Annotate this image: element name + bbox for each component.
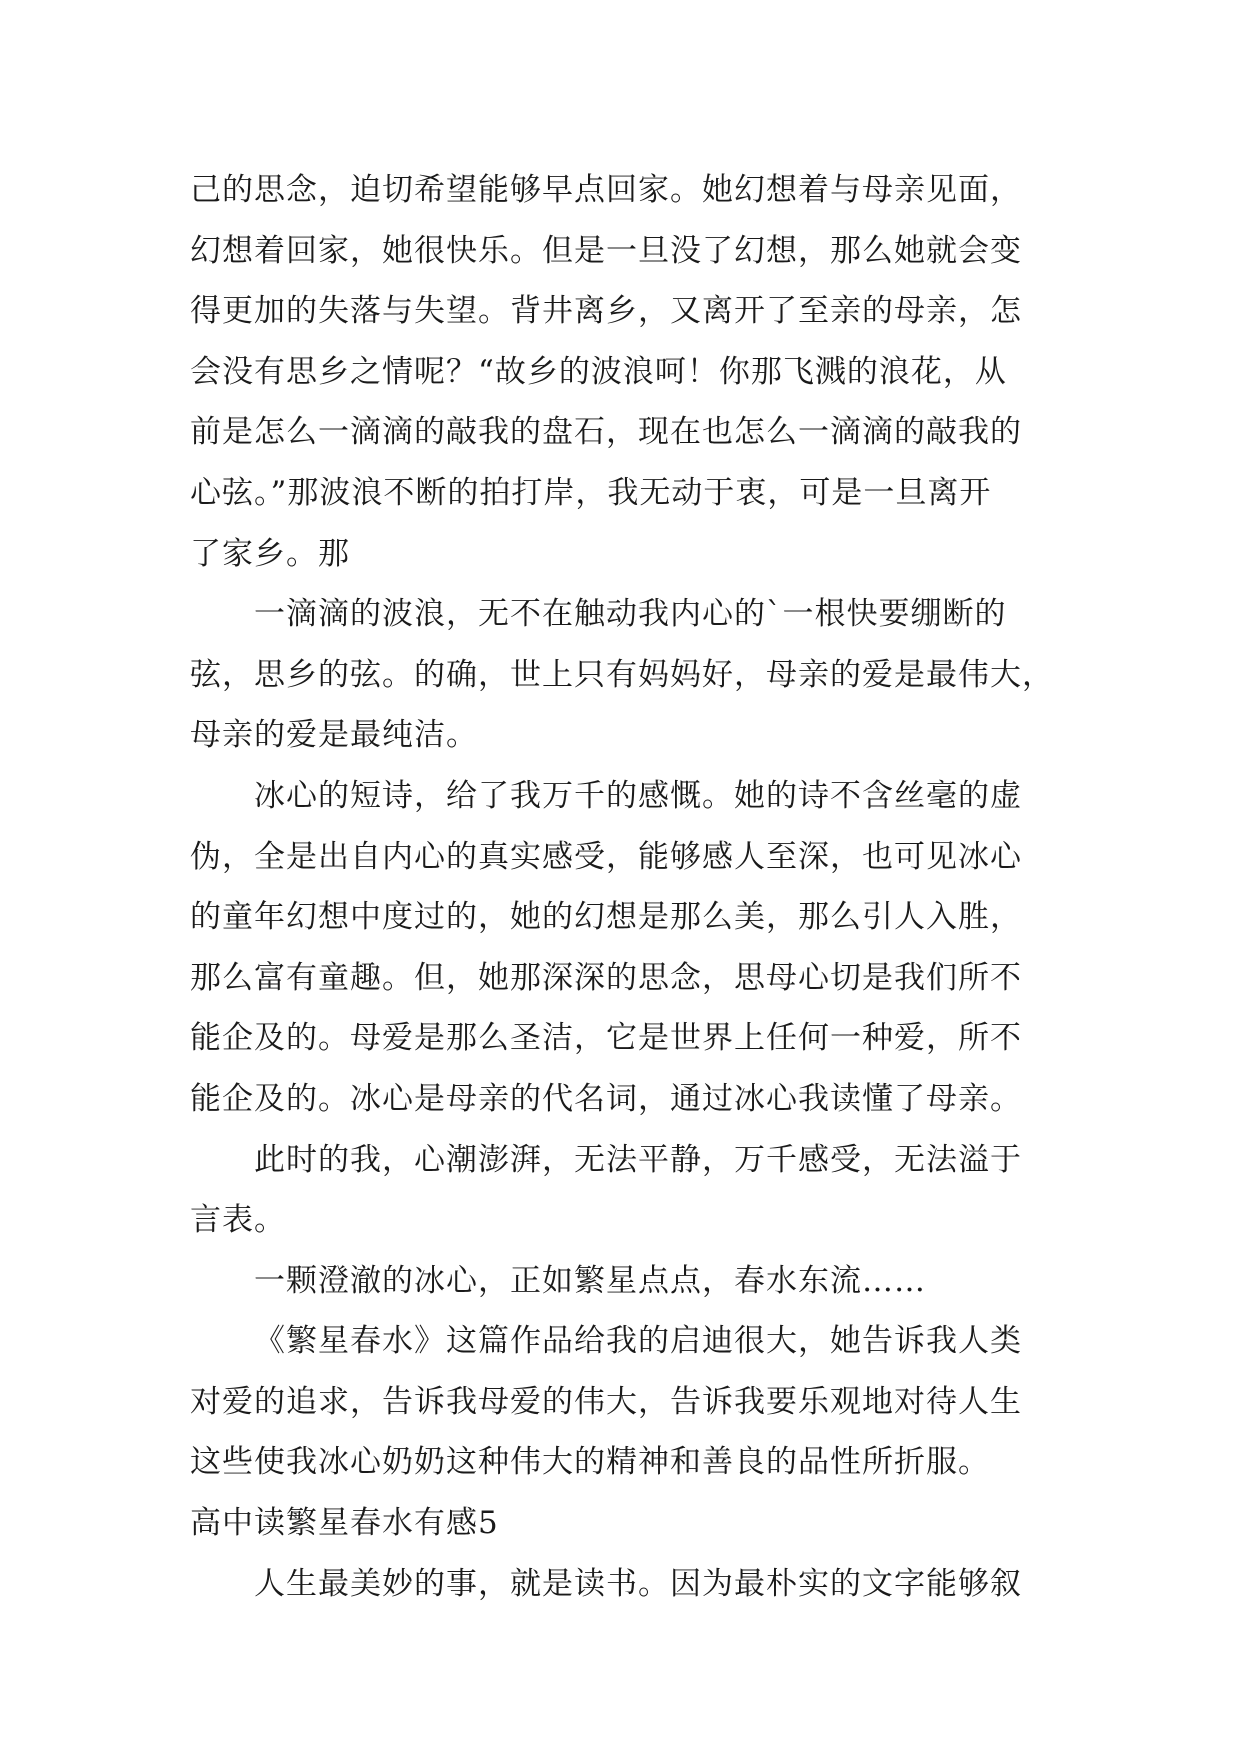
paragraph-first-line: 一颗澄澈的冰心，正如繁星点点，春水东流…… (254, 1262, 926, 1299)
text-line: 前是怎么一滴滴的敲我的盘石，现在也怎么一滴滴的敲我的 (190, 414, 1022, 451)
paragraph-first-line: 此时的我，心潮澎湃，无法平静，万千感受，无法溢于 (254, 1141, 1022, 1178)
paragraph-first-line: 人生最美妙的事，就是读书。因为最朴实的文字能够叙 (254, 1565, 1022, 1602)
paragraph-first-line: 冰心的短诗，给了我万千的感慨。她的诗不含丝毫的虚 (254, 777, 1022, 814)
text-line: 得更加的失落与失望。背井离乡，又离开了至亲的母亲，怎 (190, 293, 1022, 330)
text-line: 母亲的爱是最纯洁。 (190, 717, 478, 754)
text-line: 了家乡。那 (190, 535, 350, 572)
text-line: 这些使我冰心奶奶这种伟大的精神和善良的品性所折服。 (190, 1444, 990, 1481)
document-body (190, 160, 1080, 1614)
section-heading: 高中读繁星春水有感5 (190, 1505, 499, 1542)
text-line: 对爱的追求，告诉我母爱的伟大，告诉我要乐观地对待人生 (190, 1383, 1022, 1420)
text-line: 己的思念，迫切希望能够早点回家。她幻想着与母亲见面， (190, 172, 1022, 208)
text-line: 能企及的。冰心是母亲的代名词，通过冰心我读懂了母亲。 (190, 1080, 1022, 1117)
text-line: 言表。 (190, 1202, 286, 1239)
paragraph-first-line: 《繁星春水》这篇作品给我的启迪很大，她告诉我人类 (254, 1323, 1022, 1360)
text-line: 伪，全是出自内心的真实感受，能够感人至深，也可见冰心 (190, 838, 1022, 875)
text-line: 心弦。”那波浪不断的拍打岸，我无动于衷，可是一旦离开 (190, 474, 992, 511)
text-line: 幻想着回家，她很快乐。但是一旦没了幻想，那么她就会变 (190, 232, 1022, 269)
text-line: 的童年幻想中度过的，她的幻想是那么美，那么引人入胜， (190, 899, 1022, 936)
text-line: 弦，思乡的弦。的确，世上只有妈妈好，母亲的爱是最伟大， (190, 656, 1054, 693)
text-line: 那么富有童趣。但，她那深深的思念，思母心切是我们所不 (190, 959, 1022, 996)
text-line: 会没有思乡之情呢？“故乡的波浪呵！你那飞溅的浪花，从 (190, 353, 1007, 390)
text-line: 能企及的。母爱是那么圣洁，它是世界上任何一种爱，所不 (190, 1020, 1022, 1057)
paragraph-first-line: 一滴滴的波浪，无不在触动我内心的`一根快要绷断的 (254, 596, 1007, 633)
